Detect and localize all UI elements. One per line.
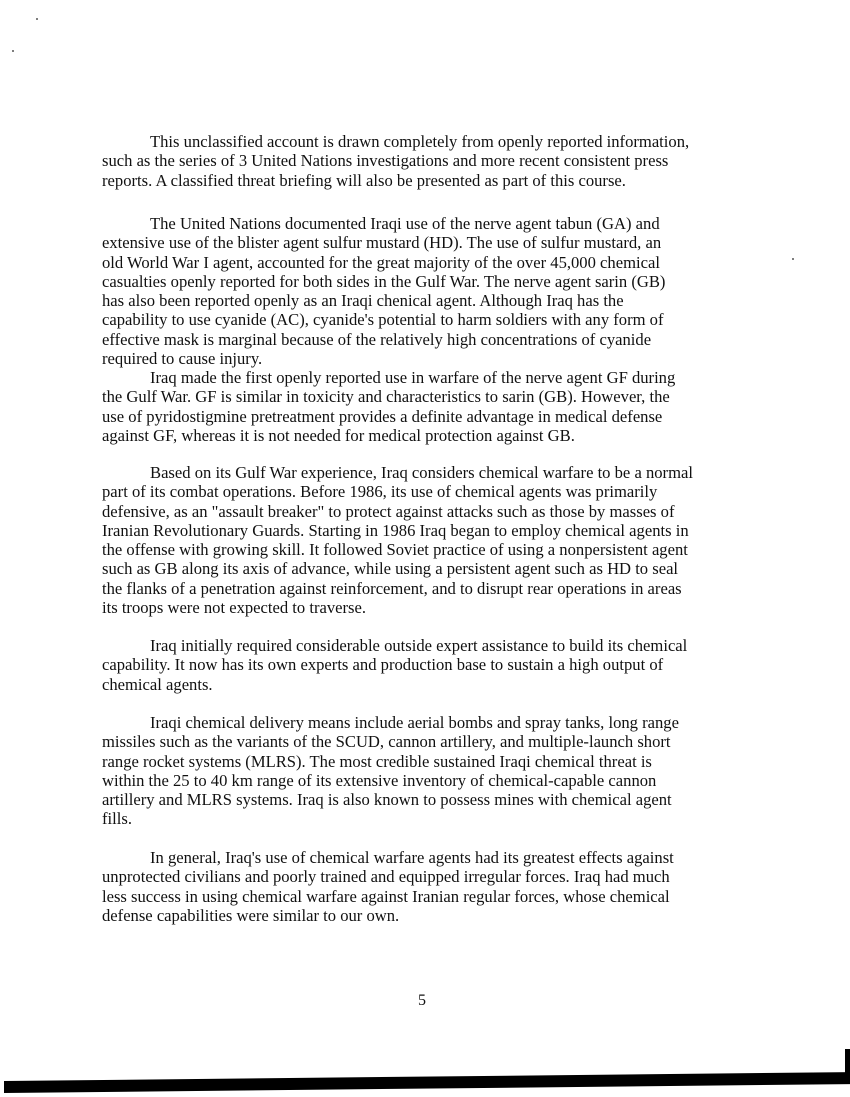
text-line: defensive, as an "assault breaker" to protect against attacks such as those by masses of — [102, 501, 675, 521]
text-line: reports. A classified threat briefing will also be presented as part of this course. — [102, 170, 626, 190]
text-line: within the 25 to 40 km range of its extensive inventory of chemical-capable cannon — [102, 770, 657, 790]
text-line: This unclassified account is drawn completely from openly reported information, — [150, 132, 690, 151]
text-line: In general, Iraq's use of chemical warfare agents had its greatest effects against — [150, 848, 674, 867]
text-line: the Gulf War. GF is similar in toxicity and characteristics to sarin (GB). However, the — [102, 387, 670, 407]
text-line: The United Nations documented Iraqi use of the nerve agent tabun (GA) and — [150, 214, 660, 233]
text-line: the flanks of a penetration against reinforcement, and to disrupt rear operations in areas — [102, 578, 682, 598]
paragraph-4 — [102, 463, 750, 617]
paragraph-7 — [102, 848, 750, 925]
text-line: required to cause injury. — [102, 349, 263, 369]
text-line: artillery and MLRS systems. Iraq is also known to possess mines with chemical agent — [102, 790, 672, 810]
text-line: Iranian Revolutionary Guards. Starting in 1986 Iraq began to employ chemical agents in — [102, 520, 689, 540]
scan-speck — [12, 50, 14, 52]
paragraph-2 — [102, 214, 750, 368]
text-line: capability. It now has its own experts and production base to sustain a high output of — [102, 655, 664, 675]
text-line: defense capabilities were similar to our own. — [102, 905, 400, 925]
text-line: has also been reported openly as an Iraqi chenical agent. Although Iraq has the — [102, 291, 624, 311]
text-line: its troops were not expected to traverse. — [102, 598, 367, 618]
text-line: unprotected civilians and poorly trained and equipped irregular forces. Iraq had much — [102, 867, 670, 887]
text-line: old World War I agent, accounted for the great majority of the over 45,000 chemical — [102, 252, 660, 272]
paragraph-1 — [102, 132, 750, 190]
scan-edge-corner — [845, 1049, 850, 1077]
paragraph-5 — [102, 636, 750, 694]
text-line: Iraqi chemical delivery means include aerial bombs and spray tanks, long range — [150, 713, 679, 732]
text-line: chemical agents. — [102, 674, 213, 694]
text-line: missiles such as the variants of the SCUD, cannon artillery, and multiple-launch short — [102, 732, 671, 752]
text-line: capability to use cyanide (AC), cyanide's potential to harm soldiers with any form of — [102, 310, 664, 330]
text-line: casualties openly reported for both sides in the Gulf War. The nerve agent sarin (GB) — [102, 271, 666, 291]
page-number: 5 — [418, 992, 426, 1009]
text-line: such as GB along its axis of advance, while using a persistent agent such as HD to seal — [102, 559, 679, 579]
scan-edge-bar — [4, 1072, 850, 1093]
text-line: use of pyridostigmine pretreatment provides a definite advantage in medical defense — [102, 406, 663, 426]
paragraph-3 — [102, 368, 750, 445]
text-line: such as the series of 3 United Nations investigations and more recent consistent press — [102, 151, 669, 171]
text-line: Based on its Gulf War experience, Iraq considers chemical warfare to be a normal — [150, 463, 693, 482]
paragraph-6 — [102, 713, 750, 829]
text-line: against GF, whereas it is not needed for medical protection against GB. — [102, 425, 575, 445]
scan-speck — [36, 18, 38, 20]
scan-speck — [792, 258, 794, 260]
text-line: range rocket systems (MLRS). The most credible sustained Iraqi chemical threat is — [102, 751, 652, 771]
text-line: fills. — [102, 809, 132, 829]
text-line: Iraq made the first openly reported use in warfare of the nerve agent GF during — [150, 368, 676, 387]
text-line: less success in using chemical warfare against Iranian regular forces, whose chemical — [102, 886, 670, 906]
text-line: extensive use of the blister agent sulfur mustard (HD). The use of sulfur mustard, an — [102, 233, 662, 253]
text-line: the offense with growing skill. It followed Soviet practice of using a nonpersistent agent — [102, 540, 688, 560]
text-line: effective mask is marginal because of the relatively high concentrations of cyanide — [102, 329, 652, 349]
text-line: Iraq initially required considerable outside expert assistance to build its chemical — [150, 636, 688, 655]
text-line: part of its combat operations. Before 1986, its use of chemical agents was primarily — [102, 482, 658, 502]
